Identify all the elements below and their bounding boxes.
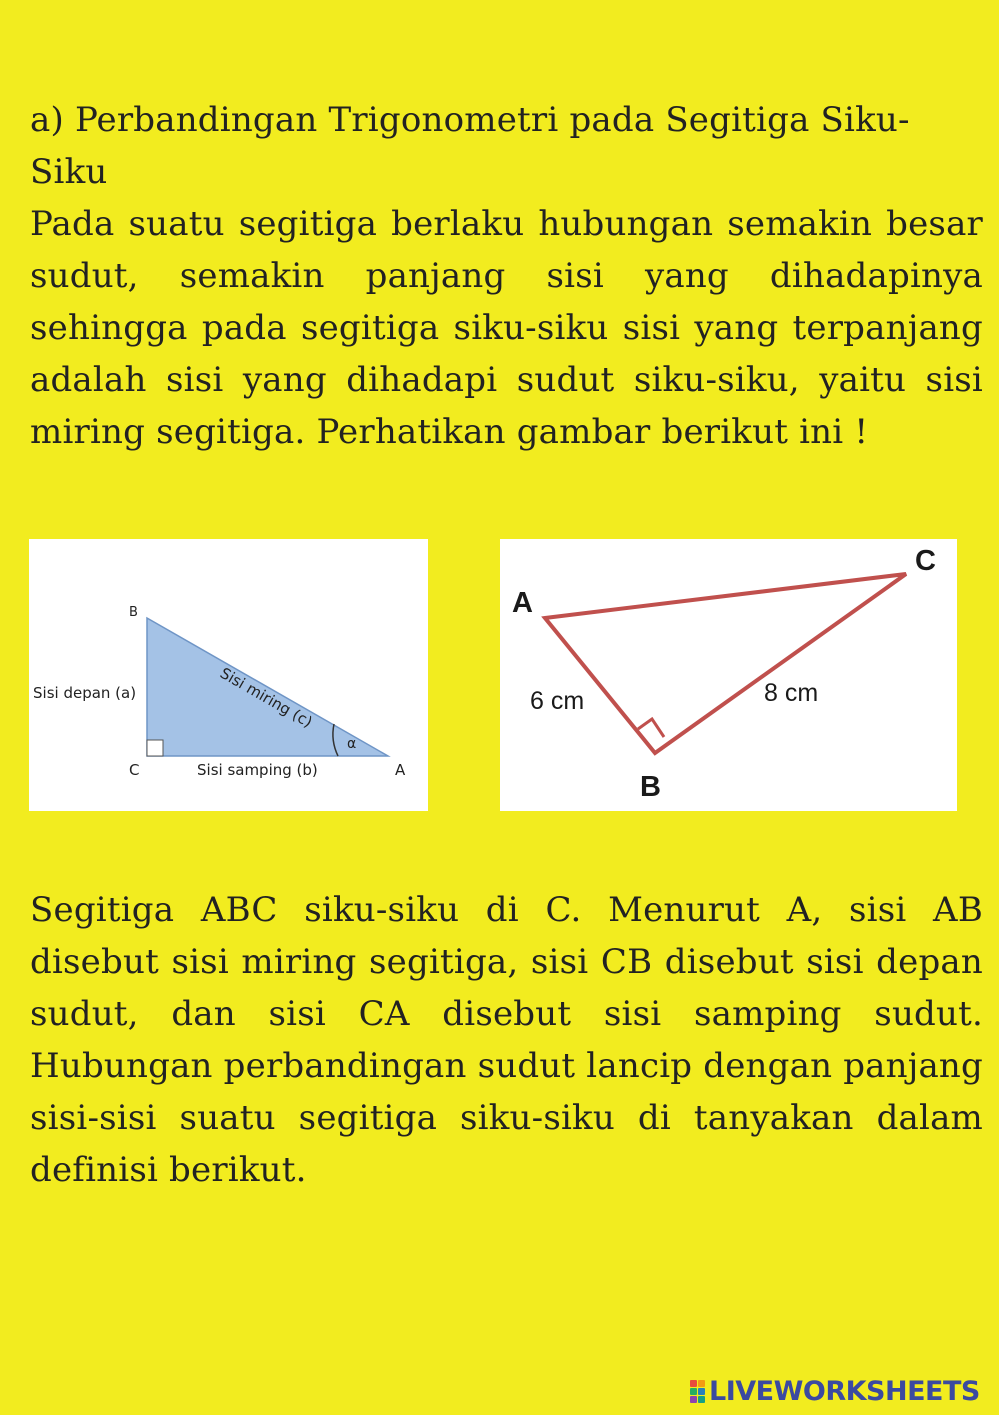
logo-cell: [698, 1380, 705, 1387]
explanation-paragraph: Segitiga ABC siku-siku di C. Menurut A, sisi AB disebut sisi miring segitiga, sisi CB disebut sisi depan sudut, dan sisi CA disebut sisi samping sudut. Hubungan perbandingan sudut lancip dengan panjang sisi-sisi suatu segitiga siku-siku di tanyakan dalam definisi berikut.: [30, 890, 983, 1190]
vertex-a-label: A: [395, 761, 406, 779]
logo-cell: [698, 1388, 705, 1395]
triangle-abc-shape: [545, 574, 906, 753]
heading-line-2: Siku: [30, 152, 108, 192]
side-bc-length: 8 cm: [764, 679, 819, 707]
logo-cell: [690, 1396, 697, 1403]
logo-cell: [690, 1388, 697, 1395]
triangle-abc-svg: [500, 539, 957, 811]
opposite-side-label: Sisi depan (a): [33, 684, 137, 702]
section-heading: [30, 94, 983, 198]
hypotenuse-label: Sisi miring (c): [217, 664, 316, 732]
adjacent-side-label: Sisi samping (b): [197, 761, 318, 779]
vertex-c-label: C: [129, 761, 140, 779]
vertex-b-label: B: [640, 771, 661, 803]
right-triangle-diagram: [29, 539, 428, 811]
angle-alpha-label: α: [347, 736, 357, 752]
vertex-c-label: C: [915, 545, 936, 577]
liveworksheets-logo-icon: [690, 1380, 705, 1403]
vertex-b-label: B: [129, 605, 138, 620]
right-angle-marker: [147, 740, 163, 756]
watermark-text: LIVEWORKSHEETS: [709, 1375, 980, 1407]
intro-paragraph: Pada suatu segitiga berlaku hubungan semakin besar sudut, semakin panjang sisi yang dihadapinya sehingga pada segitiga siku-siku sisi yang terpanjang adalah sisi yang dihadapi sudut siku-siku, yaitu sisi miring segitiga. Perhatikan gambar berikut ini !: [30, 204, 983, 452]
logo-cell: [698, 1396, 705, 1403]
logo-cell: [690, 1380, 697, 1387]
heading-line-1: a) Perbandingan Trigonometri pada Segitiga Siku-: [30, 100, 910, 140]
triangle-abc-diagram: [500, 539, 957, 811]
liveworksheets-watermark: [690, 1376, 980, 1406]
vertex-a-label: A: [512, 587, 533, 619]
side-ab-length: 6 cm: [530, 687, 585, 715]
